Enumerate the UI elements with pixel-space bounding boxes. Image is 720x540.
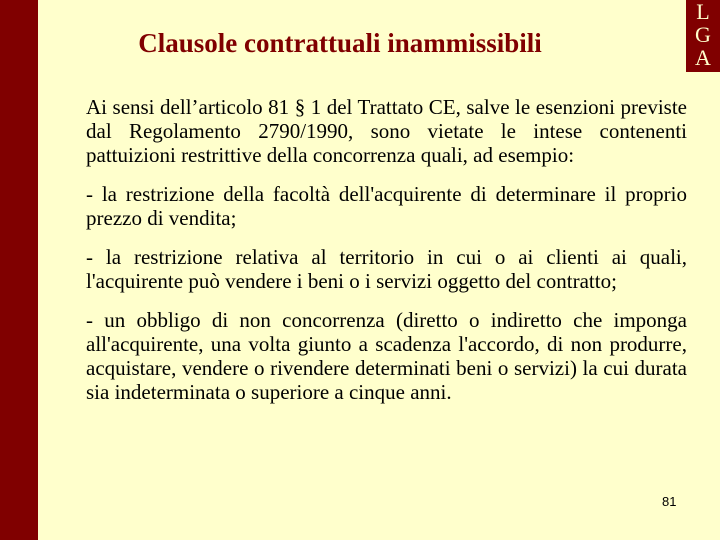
intro-paragraph: Ai sensi dell’articolo 81 § 1 del Trattato CE, salve le esenzioni previste dal Regolamento 2790/1990, sono vietate le intese contenenti pattuizioni restrittive della concorrenza quali, ad esempio: — [86, 95, 687, 167]
logo-letter: G — [695, 22, 711, 47]
lga-logo — [686, 0, 720, 72]
left-accent-bar — [0, 0, 38, 540]
list-item: - un obbligo di non concorrenza (diretto o indiretto che imponga all'acquirente, una volta giunto a scadenza l'accordo, di non produrre, acquistare, vendere o rivendere determinati beni o servizi) la cui durata sia indeterminata o superiore a cinque anni. — [86, 308, 687, 404]
slide-body — [86, 95, 687, 419]
logo-letter: L — [696, 0, 710, 24]
slide-title: Clausole contrattuali inammissibili — [138, 28, 542, 58]
list-item: - la restrizione relativa al territorio in cui o ai clienti ai quali, l'acquirente può vendere i beni o i servizi oggetto del contratto; — [86, 245, 687, 293]
page-number: 81 — [662, 494, 677, 509]
logo-letter: A — [695, 45, 711, 70]
list-item: - la restrizione della facoltà dell'acquirente di determinare il proprio prezzo di vendita; — [86, 182, 687, 230]
